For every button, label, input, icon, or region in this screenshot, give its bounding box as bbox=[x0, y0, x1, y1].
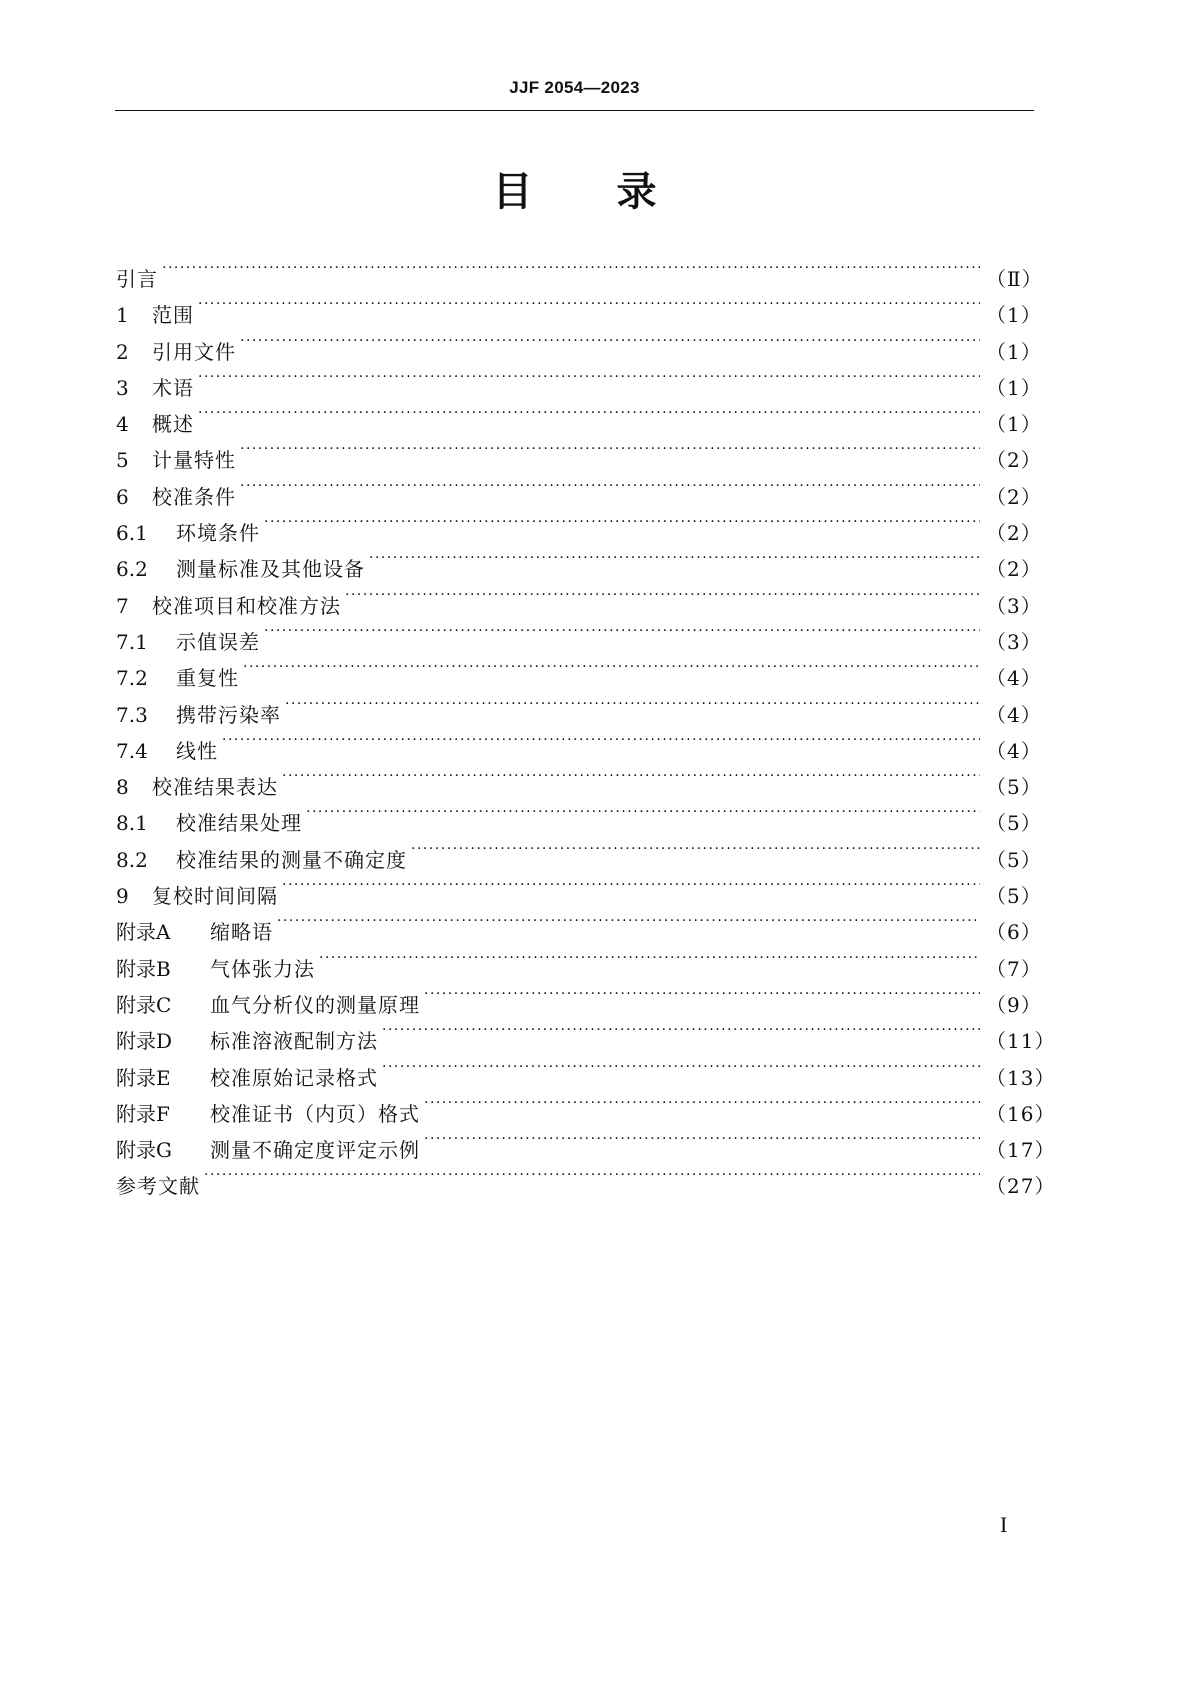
toc-leader-dots bbox=[345, 577, 980, 613]
toc-entry-3[interactable] bbox=[116, 359, 1042, 400]
toc-entry-number: 8.1 bbox=[116, 811, 148, 836]
toc-entry-label: 标准溶液配制方法 bbox=[210, 1029, 378, 1054]
toc-leader-dots bbox=[319, 940, 980, 976]
toc-entry-page: （2） bbox=[986, 484, 1042, 509]
toc-entry-number: 5 bbox=[116, 448, 129, 473]
toc-entry-label: 缩略语 bbox=[210, 920, 273, 945]
toc-leader-dots bbox=[162, 250, 980, 286]
toc-entry-page: （16） bbox=[986, 1101, 1056, 1126]
toc-title-char-2: 录 bbox=[616, 169, 657, 215]
toc-entry-page: （17） bbox=[986, 1138, 1056, 1163]
toc-entry-page: （2） bbox=[986, 557, 1042, 582]
toc-entry-label: 重复性 bbox=[176, 666, 239, 691]
toc-entry-label: 血气分析仪的测量原理 bbox=[210, 992, 420, 1017]
toc-entry-label: 环境条件 bbox=[176, 521, 260, 546]
toc-leader-dots bbox=[424, 976, 980, 1012]
toc-entry-number: 8.2 bbox=[116, 847, 148, 872]
page-folio: I bbox=[1000, 1512, 1008, 1537]
toc-entry-label: 范围 bbox=[152, 303, 194, 328]
toc-leader-dots bbox=[198, 359, 980, 395]
toc-entry-page: （5） bbox=[986, 884, 1042, 909]
toc-title bbox=[115, 160, 1034, 217]
toc-leader-dots bbox=[240, 323, 980, 359]
toc-entry-preface[interactable] bbox=[116, 250, 1043, 291]
toc-entry-number: 7.2 bbox=[116, 666, 148, 691]
toc-entry-page: （4） bbox=[986, 666, 1042, 691]
toc-entry-page: （Ⅱ） bbox=[986, 267, 1043, 291]
toc-entry-page: （5） bbox=[986, 847, 1042, 872]
toc-entry-label: 引用文件 bbox=[152, 339, 236, 364]
toc-leader-dots bbox=[411, 831, 980, 867]
toc-entry-number: 8 bbox=[116, 775, 129, 800]
toc-entry-label: 校准原始记录格式 bbox=[210, 1065, 378, 1090]
toc-leader-dots bbox=[243, 649, 980, 685]
toc-entry-page: （4） bbox=[986, 702, 1042, 727]
toc-entry-2[interactable] bbox=[116, 323, 1042, 364]
toc-leader-dots bbox=[198, 395, 980, 431]
toc-leader-dots bbox=[264, 504, 980, 540]
toc-entry-number: 附录B bbox=[116, 956, 171, 981]
toc-entry-number: 6 bbox=[116, 484, 129, 509]
toc-title-char-1: 目 bbox=[492, 169, 533, 215]
toc-entry-page: （2） bbox=[986, 521, 1042, 546]
toc-entry-page: （13） bbox=[986, 1065, 1056, 1090]
toc-leader-dots bbox=[198, 286, 980, 322]
toc-entry-label: 复校时间间隔 bbox=[152, 884, 278, 909]
toc-entry-page: （5） bbox=[986, 811, 1042, 836]
toc-entry-page: （4） bbox=[986, 738, 1042, 763]
toc-entry-page: （1） bbox=[986, 339, 1042, 364]
toc-entry-page: （9） bbox=[986, 992, 1042, 1017]
toc-entry-page: （3） bbox=[986, 593, 1042, 618]
toc-entry-number: 附录E bbox=[116, 1065, 171, 1090]
toc-leader-dots bbox=[424, 1085, 980, 1121]
toc-leader-dots bbox=[424, 1121, 980, 1157]
toc-leader-dots bbox=[282, 867, 980, 903]
toc-entry-page: （1） bbox=[986, 412, 1042, 437]
toc-entry-label: 参考文献 bbox=[116, 1174, 200, 1199]
toc-entry-label: 气体张力法 bbox=[210, 956, 315, 981]
toc-entry-7-4[interactable] bbox=[116, 722, 1042, 763]
toc-entry-label: 校准结果的测量不确定度 bbox=[176, 847, 407, 872]
toc-entry-page: （1） bbox=[986, 303, 1042, 328]
toc-entry-number: 3 bbox=[116, 375, 129, 400]
toc-entry-references[interactable] bbox=[116, 1157, 1056, 1199]
toc-entry-7-2[interactable] bbox=[116, 649, 1042, 691]
toc-entry-page: （6） bbox=[986, 920, 1042, 945]
toc-leader-dots bbox=[204, 1157, 980, 1193]
toc-entry-label: 示值误差 bbox=[176, 629, 260, 654]
toc-entry-label: 术语 bbox=[152, 375, 194, 400]
toc-entry-number: 2 bbox=[116, 339, 129, 364]
toc-entry-label: 线性 bbox=[176, 738, 218, 763]
toc-entry-number: 附录C bbox=[116, 992, 172, 1017]
toc-entry-label: 校准结果处理 bbox=[176, 811, 302, 836]
toc-entry-label: 校准项目和校准方法 bbox=[152, 593, 341, 618]
toc-leader-dots bbox=[282, 758, 980, 794]
toc-entry-number: 9 bbox=[116, 884, 129, 909]
toc-entry-label: 计量特性 bbox=[152, 448, 236, 473]
toc-entry-6[interactable] bbox=[116, 468, 1042, 509]
toc-entry-page: （7） bbox=[986, 956, 1042, 981]
toc-entry-page: （3） bbox=[986, 629, 1042, 654]
toc-entry-number: 附录F bbox=[116, 1101, 170, 1126]
toc-entry-number: 7.3 bbox=[116, 702, 148, 727]
toc-entry-number: 附录G bbox=[116, 1138, 172, 1163]
toc-entry-number: 6.1 bbox=[116, 521, 148, 546]
toc-leader-dots bbox=[285, 686, 980, 722]
toc-entry-page: （5） bbox=[986, 775, 1042, 800]
table-of-contents bbox=[116, 250, 1056, 1199]
toc-entry-5[interactable] bbox=[116, 431, 1042, 473]
header-rule bbox=[115, 110, 1034, 111]
toc-entry-label: 校准结果表达 bbox=[152, 775, 278, 800]
toc-entry-number: 4 bbox=[116, 412, 129, 437]
toc-leader-dots bbox=[382, 1049, 980, 1085]
toc-entry-label: 概述 bbox=[152, 412, 194, 437]
toc-entry-number: 6.2 bbox=[116, 557, 148, 582]
toc-entry-page: （1） bbox=[986, 375, 1042, 400]
toc-leader-dots bbox=[240, 468, 980, 504]
toc-entry-number: 7.1 bbox=[116, 629, 148, 654]
toc-entry-number: 7 bbox=[116, 593, 129, 618]
toc-entry-7-3[interactable] bbox=[116, 686, 1042, 727]
toc-entry-1[interactable] bbox=[116, 286, 1042, 328]
toc-leader-dots bbox=[369, 540, 980, 576]
toc-entry-label: 测量不确定度评定示例 bbox=[210, 1138, 420, 1163]
toc-leader-dots bbox=[264, 613, 980, 649]
toc-entry-page: （11） bbox=[986, 1029, 1056, 1054]
toc-leader-dots bbox=[222, 722, 980, 758]
toc-entry-number: 附录A bbox=[116, 920, 171, 945]
toc-entry-8[interactable] bbox=[116, 758, 1042, 800]
toc-entry-label: 校准证书（内页）格式 bbox=[210, 1101, 420, 1126]
document-code-header: JJF 2054—2023 bbox=[509, 78, 640, 97]
toc-entry-label: 测量标准及其他设备 bbox=[176, 557, 365, 582]
toc-entry-label: 引言 bbox=[116, 267, 158, 291]
toc-entry-6-1[interactable] bbox=[116, 504, 1042, 546]
toc-entry-number: 附录D bbox=[116, 1029, 173, 1054]
toc-entry-label: 携带污染率 bbox=[176, 702, 281, 727]
toc-entry-4[interactable] bbox=[116, 395, 1042, 437]
toc-leader-dots bbox=[240, 431, 980, 467]
toc-leader-dots bbox=[382, 1012, 980, 1048]
toc-entry-page: （2） bbox=[986, 448, 1042, 473]
toc-entry-number: 1 bbox=[116, 303, 129, 328]
toc-entry-page: （27） bbox=[986, 1174, 1056, 1199]
toc-entry-label: 校准条件 bbox=[152, 484, 236, 509]
toc-leader-dots bbox=[306, 794, 980, 830]
toc-leader-dots bbox=[277, 903, 980, 939]
toc-entry-number: 7.4 bbox=[116, 738, 148, 763]
